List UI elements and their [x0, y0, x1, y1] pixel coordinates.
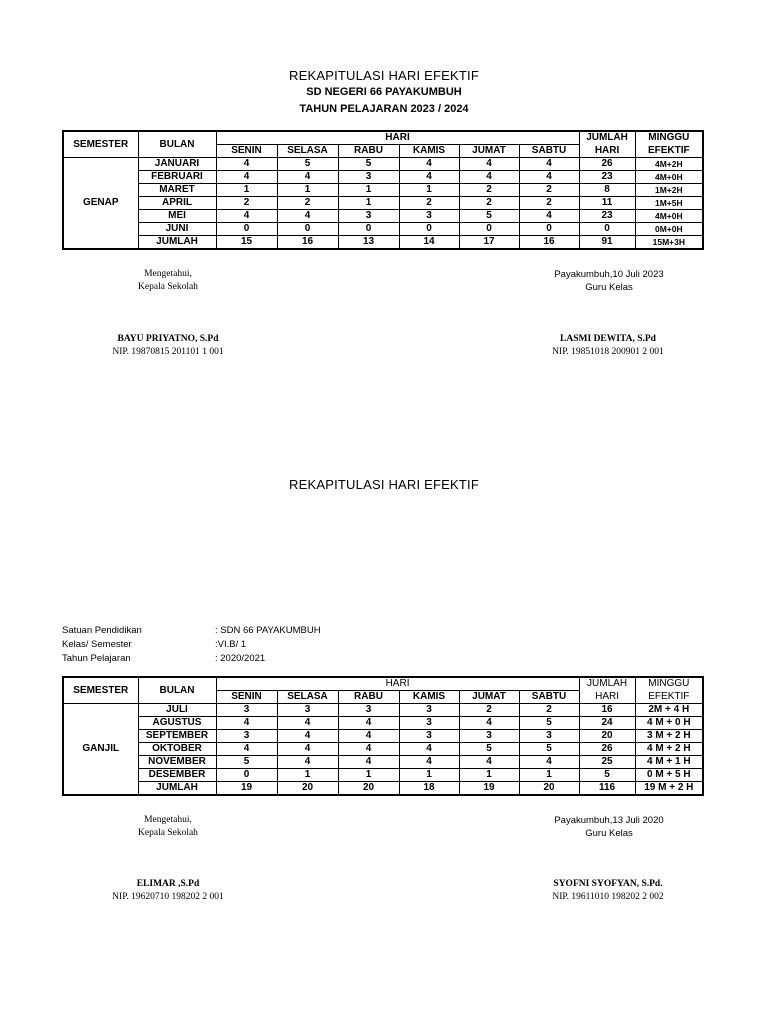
kamis-cell: 3 — [399, 730, 459, 743]
header-senin: SENIN — [216, 691, 277, 704]
semester-cell: GANJIL — [63, 704, 138, 796]
sig-role: Guru Kelas — [585, 282, 633, 293]
jumat-cell: 3 — [459, 730, 519, 743]
minggu-cell: 4M+0H — [635, 171, 703, 184]
jumat-cell: 4 — [459, 717, 519, 730]
sig-role: Guru Kelas — [585, 828, 633, 839]
minggu-cell: 1M+5H — [635, 197, 703, 210]
header-selasa: SELASA — [277, 691, 338, 704]
month-cell: NOVEMBER — [138, 756, 216, 769]
header-jumat: JUMAT — [459, 145, 519, 158]
doc2-left-sig — [108, 814, 228, 840]
sabtu-cell: 20 — [519, 782, 579, 796]
kamis-cell: 3 — [399, 704, 459, 717]
header-selasa: SELASA — [277, 145, 338, 158]
sig-mengetahui: Mengetahui, — [144, 815, 192, 825]
jumat-cell: 2 — [459, 704, 519, 717]
selasa-cell: 1 — [277, 184, 338, 197]
rabu-cell: 5 — [338, 158, 399, 171]
jumlah-cell: 8 — [579, 184, 635, 197]
minggu-cell: 4 M + 0 H — [635, 717, 703, 730]
selasa-cell: 4 — [277, 730, 338, 743]
info-value: : 2020/2021 — [215, 653, 266, 664]
jumlah-cell: 25 — [579, 756, 635, 769]
sig-role: Kepala Sekolah — [138, 828, 198, 838]
table-row — [63, 197, 703, 210]
table-row — [63, 756, 703, 769]
signer-name: SYOFNI SYOFYAN, S.Pd. — [553, 879, 663, 889]
header-efektif: EFEKTIF — [635, 145, 703, 158]
month-cell: AGUSTUS — [138, 717, 216, 730]
header-kamis: KAMIS — [399, 691, 459, 704]
header-rabu: RABU — [338, 691, 399, 704]
header-bulan: BULAN — [138, 131, 216, 158]
selasa-cell: 4 — [277, 743, 338, 756]
selasa-cell: 4 — [277, 171, 338, 184]
table-row — [63, 223, 703, 236]
sig-role: Kepala Sekolah — [138, 282, 198, 292]
header-sabtu: SABTU — [519, 145, 579, 158]
minggu-cell: 2M + 4 H — [635, 704, 703, 717]
senin-cell: 0 — [216, 769, 277, 782]
kamis-cell: 1 — [399, 769, 459, 782]
minggu-cell: 4M+0H — [635, 210, 703, 223]
header-hari-sub: HARI — [579, 145, 635, 158]
selasa-cell: 20 — [277, 782, 338, 796]
header-rabu: RABU — [338, 145, 399, 158]
header-sabtu: SABTU — [519, 691, 579, 704]
jumat-cell: 19 — [459, 782, 519, 796]
selasa-cell: 2 — [277, 197, 338, 210]
minggu-cell: 15M+3H — [635, 236, 703, 250]
minggu-cell: 4 M + 1 H — [635, 756, 703, 769]
table-row — [63, 730, 703, 743]
info-row — [62, 624, 321, 638]
kamis-cell: 4 — [399, 743, 459, 756]
jumat-cell: 1 — [459, 769, 519, 782]
sabtu-cell: 4 — [519, 171, 579, 184]
info-key: Tahun Pelajaran — [62, 653, 131, 664]
kamis-cell: 1 — [399, 184, 459, 197]
month-cell: MARET — [138, 184, 216, 197]
doc1-table — [62, 130, 704, 250]
minggu-cell: 4M+2H — [635, 158, 703, 171]
kamis-cell: 18 — [399, 782, 459, 796]
rabu-cell: 3 — [338, 704, 399, 717]
month-cell: APRIL — [138, 197, 216, 210]
total-row — [63, 782, 703, 796]
sabtu-cell: 5 — [519, 717, 579, 730]
jumlah-cell: 116 — [579, 782, 635, 796]
signer-name: BAYU PRIYATNO, S.Pd — [117, 334, 219, 344]
jumlah-cell: 26 — [579, 743, 635, 756]
info-row — [62, 652, 321, 666]
header-minggu: MINGGU — [635, 677, 703, 691]
month-cell: OKTOBER — [138, 743, 216, 756]
header-jumat: JUMAT — [459, 691, 519, 704]
info-key: Kelas/ Semester — [62, 639, 132, 650]
signer-nip: NIP. 19851018 200901 2 001 — [552, 347, 664, 357]
header-jumlah: JUMLAH — [579, 677, 635, 691]
total-row — [63, 236, 703, 250]
doc1-title: REKAPITULASI HARI EFEKTIF — [289, 68, 479, 83]
rabu-cell: 1 — [338, 197, 399, 210]
month-cell: DESEMBER — [138, 769, 216, 782]
jumlah-cell: 5 — [579, 769, 635, 782]
doc1-right-sig — [538, 268, 680, 294]
table-row — [63, 717, 703, 730]
kamis-cell: 0 — [399, 223, 459, 236]
sig-place-date: Payakumbuh,13 Juli 2020 — [554, 815, 664, 826]
sabtu-cell: 2 — [519, 197, 579, 210]
header-senin: SENIN — [216, 145, 277, 158]
signer-name: LASMI DEWITA, S.Pd — [560, 334, 656, 344]
rabu-cell: 3 — [338, 171, 399, 184]
doc1-left-sig — [108, 268, 228, 294]
header-hari: HARI — [216, 677, 579, 691]
senin-cell: 15 — [216, 236, 277, 250]
jumlah-cell: 23 — [579, 210, 635, 223]
sabtu-cell: 4 — [519, 210, 579, 223]
rabu-cell: 4 — [338, 717, 399, 730]
month-cell: JULI — [138, 704, 216, 717]
month-cell: MEI — [138, 210, 216, 223]
sig-mengetahui: Mengetahui, — [144, 269, 192, 279]
info-value: : SDN 66 PAYAKUMBUH — [215, 625, 321, 636]
sabtu-cell: 2 — [519, 184, 579, 197]
minggu-cell: 0 M + 5 H — [635, 769, 703, 782]
selasa-cell: 5 — [277, 158, 338, 171]
minggu-cell: 0M+0H — [635, 223, 703, 236]
selasa-cell: 0 — [277, 223, 338, 236]
rabu-cell: 4 — [338, 743, 399, 756]
header-minggu: MINGGU — [635, 131, 703, 145]
sabtu-cell: 5 — [519, 743, 579, 756]
sabtu-cell: 0 — [519, 223, 579, 236]
doc2-title: REKAPITULASI HARI EFEKTIF — [289, 477, 479, 492]
month-cell: FEBRUARI — [138, 171, 216, 184]
selasa-cell: 4 — [277, 717, 338, 730]
rabu-cell: 1 — [338, 769, 399, 782]
rabu-cell: 4 — [338, 756, 399, 769]
kamis-cell: 4 — [399, 171, 459, 184]
doc1-year: TAHUN PELAJARAN 2023 / 2024 — [299, 103, 469, 115]
header-kamis: KAMIS — [399, 145, 459, 158]
senin-cell: 3 — [216, 730, 277, 743]
senin-cell: 4 — [216, 158, 277, 171]
signer-nip: NIP. 19870815 201101 1 001 — [112, 347, 224, 357]
senin-cell: 5 — [216, 756, 277, 769]
jumat-cell: 4 — [459, 756, 519, 769]
senin-cell: 4 — [216, 171, 277, 184]
rabu-cell: 0 — [338, 223, 399, 236]
signer-nip: NIP. 19611010 198202 2 002 — [552, 892, 664, 902]
header-hari-sub: HARI — [579, 691, 635, 704]
doc2-right-sig — [538, 814, 680, 840]
table-row — [63, 184, 703, 197]
info-row — [62, 638, 321, 652]
rabu-cell: 13 — [338, 236, 399, 250]
jumlah-cell: 24 — [579, 717, 635, 730]
table-row — [63, 158, 703, 171]
jumlah-cell: 11 — [579, 197, 635, 210]
jumat-cell: 0 — [459, 223, 519, 236]
table-row — [63, 769, 703, 782]
minggu-cell: 19 M + 2 H — [635, 782, 703, 796]
doc1-school: SD NEGERI 66 PAYAKUMBUH — [306, 86, 462, 98]
doc2-info — [62, 624, 321, 666]
minggu-cell: 4 M + 2 H — [635, 743, 703, 756]
sabtu-cell: 2 — [519, 704, 579, 717]
jumlah-cell: 0 — [579, 223, 635, 236]
table-row — [63, 171, 703, 184]
doc2-right-signer — [528, 878, 688, 904]
senin-cell: 3 — [216, 704, 277, 717]
jumat-cell: 17 — [459, 236, 519, 250]
jumat-cell: 4 — [459, 171, 519, 184]
senin-cell: 2 — [216, 197, 277, 210]
senin-cell: 4 — [216, 210, 277, 223]
sabtu-cell: 3 — [519, 730, 579, 743]
sig-place-date: Payakumbuh,10 Juli 2023 — [554, 269, 664, 280]
doc1-left-signer — [88, 333, 248, 359]
table-row — [63, 704, 703, 717]
senin-cell: 4 — [216, 743, 277, 756]
header-semester: SEMESTER — [63, 677, 138, 704]
jumat-cell: 2 — [459, 197, 519, 210]
kamis-cell: 4 — [399, 756, 459, 769]
doc1-right-signer — [528, 333, 688, 359]
selasa-cell: 1 — [277, 769, 338, 782]
senin-cell: 4 — [216, 717, 277, 730]
info-value: :VI.B/ 1 — [215, 639, 247, 650]
header-efektif: EFEKTIF — [635, 691, 703, 704]
month-cell: JUNI — [138, 223, 216, 236]
header-jumlah: JUMLAH — [579, 131, 635, 145]
kamis-cell: 14 — [399, 236, 459, 250]
senin-cell: 1 — [216, 184, 277, 197]
signer-name: ELIMAR ,S.Pd — [136, 879, 200, 889]
jumat-cell: 2 — [459, 184, 519, 197]
month-cell: JUMLAH — [138, 782, 216, 796]
info-key: Satuan Pendidikan — [62, 625, 142, 636]
sabtu-cell: 4 — [519, 756, 579, 769]
header-bulan: BULAN — [138, 677, 216, 704]
jumat-cell: 5 — [459, 743, 519, 756]
doc2-table — [62, 676, 704, 796]
kamis-cell: 2 — [399, 197, 459, 210]
signer-nip: NIP. 19620710 198202 2 001 — [112, 892, 224, 902]
jumlah-cell: 20 — [579, 730, 635, 743]
rabu-cell: 4 — [338, 730, 399, 743]
senin-cell: 0 — [216, 223, 277, 236]
sabtu-cell: 16 — [519, 236, 579, 250]
selasa-cell: 3 — [277, 704, 338, 717]
header-hari: HARI — [216, 131, 579, 145]
month-cell: JANUARI — [138, 158, 216, 171]
sabtu-cell: 1 — [519, 769, 579, 782]
senin-cell: 19 — [216, 782, 277, 796]
jumat-cell: 4 — [459, 158, 519, 171]
jumlah-cell: 16 — [579, 704, 635, 717]
kamis-cell: 3 — [399, 717, 459, 730]
selasa-cell: 16 — [277, 236, 338, 250]
rabu-cell: 20 — [338, 782, 399, 796]
rabu-cell: 3 — [338, 210, 399, 223]
rabu-cell: 1 — [338, 184, 399, 197]
minggu-cell: 1M+2H — [635, 184, 703, 197]
kamis-cell: 3 — [399, 210, 459, 223]
jumlah-cell: 23 — [579, 171, 635, 184]
sabtu-cell: 4 — [519, 158, 579, 171]
semester-cell: GENAP — [63, 158, 138, 250]
kamis-cell: 4 — [399, 158, 459, 171]
table-row — [63, 743, 703, 756]
header-semester: SEMESTER — [63, 131, 138, 158]
jumlah-cell: 91 — [579, 236, 635, 250]
doc2-left-signer — [88, 878, 248, 904]
month-cell: JUMLAH — [138, 236, 216, 250]
minggu-cell: 3 M + 2 H — [635, 730, 703, 743]
selasa-cell: 4 — [277, 756, 338, 769]
table-row — [63, 210, 703, 223]
selasa-cell: 4 — [277, 210, 338, 223]
jumlah-cell: 26 — [579, 158, 635, 171]
month-cell: SEPTEMBER — [138, 730, 216, 743]
jumat-cell: 5 — [459, 210, 519, 223]
